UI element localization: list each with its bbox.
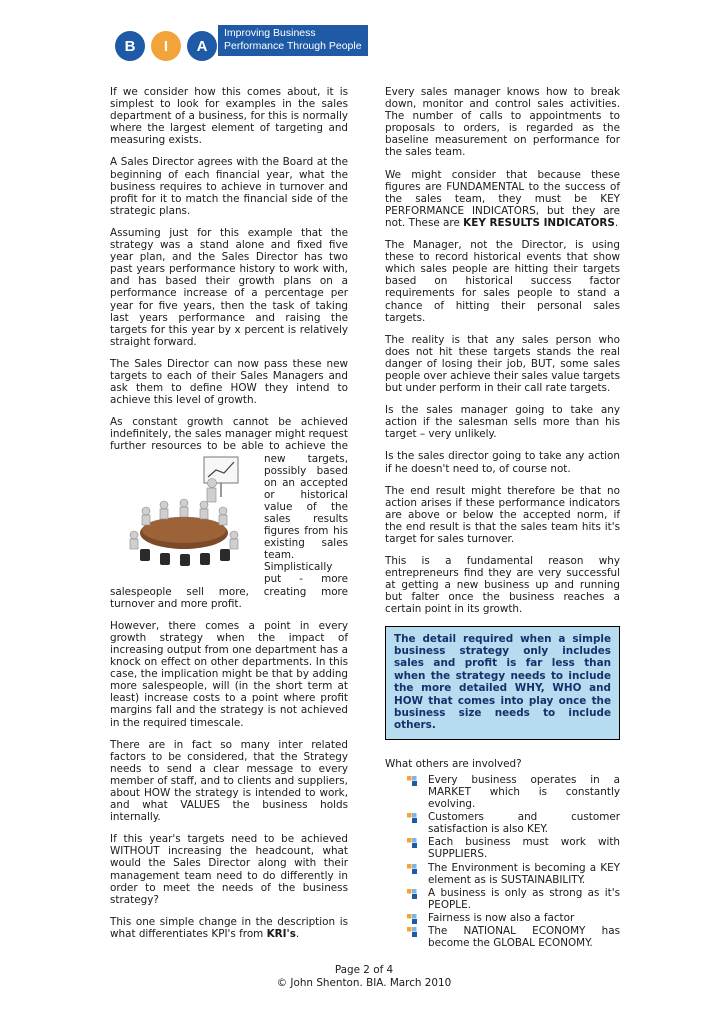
- right-paragraph-2-text: We might consider that because these figures are FUNDAMENTAL to the success of the sales team, they must be KEY PERFORMANCE INDICATORS, but they are not. These are: [385, 168, 620, 229]
- right-paragraph-2-end: .: [614, 216, 619, 229]
- left-paragraph-8: If this year's targets need to be achieved WITHOUT increasing the headcount, what would the Sales Director along with their management team need to do differently in order to meet the needs of the business strategy?: [110, 833, 348, 906]
- left-paragraph-7: There are in fact so many inter related factors to be considered, that the Strategy needs to send a clear message to every member of staff, and to clients and suppliers, about HOW the strategy is intended to work, and what VALUES the business holds internally.: [110, 738, 348, 824]
- list-item-text: Fairness is now also a factor: [428, 911, 575, 924]
- bullet-icon: [407, 889, 417, 899]
- right-paragraph-7: The end result might therefore be that no action arises if these performance indicators are above or below the accepted norm, if the end result is that the sales team hits it's target for sales turnover.: [385, 484, 620, 545]
- left-paragraph-9-text: This one simple change in the description is what differentiates KPI's from: [110, 915, 348, 940]
- highlight-callout-box: The detail required when a simple business strategy only includes sales and profit is far less than when the strategy needs to include the more detailed WHY, WHO and HOW that comes into play once the business size needs to include others.: [385, 626, 620, 740]
- left-paragraph-2: A Sales Director agrees with the Board at the beginning of each financial year, what the business requires to achieve in turnover and profit for it to match the financial side of the strategic plans.: [110, 156, 348, 217]
- left-paragraph-5-wrap: new targets, possibly based on an accepted or historical value of the sales results figures from his existing sales team. Simplistically put - more salespeople sell more, creating more turnover and more profit.: [110, 452, 348, 610]
- left-paragraph-6: However, there comes a point in every growth strategy when the impact of increasing output from one department has a knock on effect on other departments. In this case, the implication might be that by adding more salespeople, will (in the short term at least) increase costs to a point where profit margins fall and the strategy is not achieved in the required timescale.: [110, 619, 348, 729]
- list-item: [428, 836, 620, 860]
- right-paragraph-3: The Manager, not the Director, is using these to record historical events that show which sales people are hitting their targets based on historical success factor requirements for sales people to stand a chance of hitting their personal sales targets.: [385, 239, 620, 324]
- right-paragraph-4: The reality is that any sales person who does not hit these targets stands the real danger of losing their job, BUT, some sales people over achieve their sales value targets but under perform in their call rate targets.: [385, 333, 620, 395]
- list-item: [428, 811, 620, 835]
- list-item-text: The Environment is becoming a KEY element as is SUSTAINABILITY.: [428, 861, 620, 886]
- tagline-line-1: Improving Business: [224, 27, 316, 39]
- logo-tagline: [218, 25, 368, 56]
- logo-letter-i: I: [163, 38, 169, 55]
- list-item-text: The NATIONAL ECONOMY has become the GLOBAL ECONOMY.: [428, 925, 620, 950]
- page-header: [110, 20, 430, 66]
- list-item: [428, 862, 620, 886]
- copyright-notice: © John Shenton. BIA. March 2010: [276, 977, 452, 989]
- list-item: [428, 887, 620, 911]
- left-column: [110, 86, 348, 950]
- list-item: [428, 912, 620, 924]
- left-paragraph-3: Assuming just for this example that the strategy was a stand alone and fixed five year plan, and the Sales Director has two past years performance history to work with, and has based their growth plans on a performance increase of a percentage per year for five years, then the task of taking last years performance and raising the targets for this year by x percent is relatively straight forward.: [110, 226, 348, 348]
- bullet-icon: [407, 864, 417, 874]
- kri-term: KRI's: [266, 927, 296, 940]
- boardroom-illustration: [116, 453, 258, 575]
- list-item-text: Customers and customer satisfaction is also KEY.: [428, 811, 620, 836]
- bullet-icon: [407, 813, 417, 823]
- page-footer: [0, 964, 728, 990]
- right-paragraph-6: Is the sales director going to take any action if he doesn't need to, of course not.: [385, 450, 620, 475]
- left-paragraph-9: [110, 916, 348, 940]
- right-paragraph-8: This is a fundamental reason why entrepreneurs find they are very successful at getting a new business up and running but falter once the business reaches a certain point in its growth.: [385, 555, 620, 616]
- bullet-icon: [407, 927, 417, 937]
- list-item-text: A business is only as strong as it's PEOPLE.: [428, 886, 620, 911]
- list-item-text: Each business must work with SUPPLIERS.: [428, 836, 620, 861]
- tagline-line-2: Performance Through People: [224, 40, 362, 52]
- bullet-icon: [407, 776, 417, 786]
- logo-letter-b: B: [124, 38, 136, 55]
- right-column: [385, 86, 620, 950]
- left-paragraph-5-lead: As constant growth cannot be achieved indefinitely, the sales manager might request further resources to be able to achieve the: [110, 416, 348, 453]
- left-paragraph-4: The Sales Director can now pass these new targets to each of their Sales Managers and ask them to define HOW they intend to achieve this level of growth.: [110, 357, 348, 407]
- list-item: [428, 774, 620, 810]
- logo-letter-a: A: [196, 38, 208, 55]
- key-results-indicators-term: KEY RESULTS INDICATORS: [463, 216, 615, 229]
- bullet-icon: [407, 838, 417, 848]
- bia-logo: [110, 26, 222, 66]
- left-paragraph-1: If we consider how this comes about, it is simplest to look for examples in the sales department of a business, for this is normally where the largest element of targeting and measuring exists.: [110, 86, 348, 147]
- bullet-icon: [407, 914, 417, 924]
- right-paragraph-5: Is the sales manager going to take any action if the salesman sells more than his target – very unlikely.: [385, 404, 620, 441]
- list-item: [428, 925, 620, 949]
- list-item-text: Every business operates in a MARKET which is constantly evolving.: [428, 773, 620, 811]
- left-paragraph-5: [110, 416, 348, 610]
- question-heading: What others are involved?: [385, 757, 522, 770]
- right-paragraph-1: Every sales manager knows how to break down, monitor and control sales activities. The number of calls to appointments to proposals to orders, is regarded as the baseline measurement on performance for the sales team.: [385, 86, 620, 159]
- right-paragraph-2: [385, 169, 620, 229]
- left-paragraph-9-end: .: [295, 927, 300, 940]
- others-involved-list: [385, 774, 620, 949]
- page-number: Page 2 of 4: [334, 964, 394, 976]
